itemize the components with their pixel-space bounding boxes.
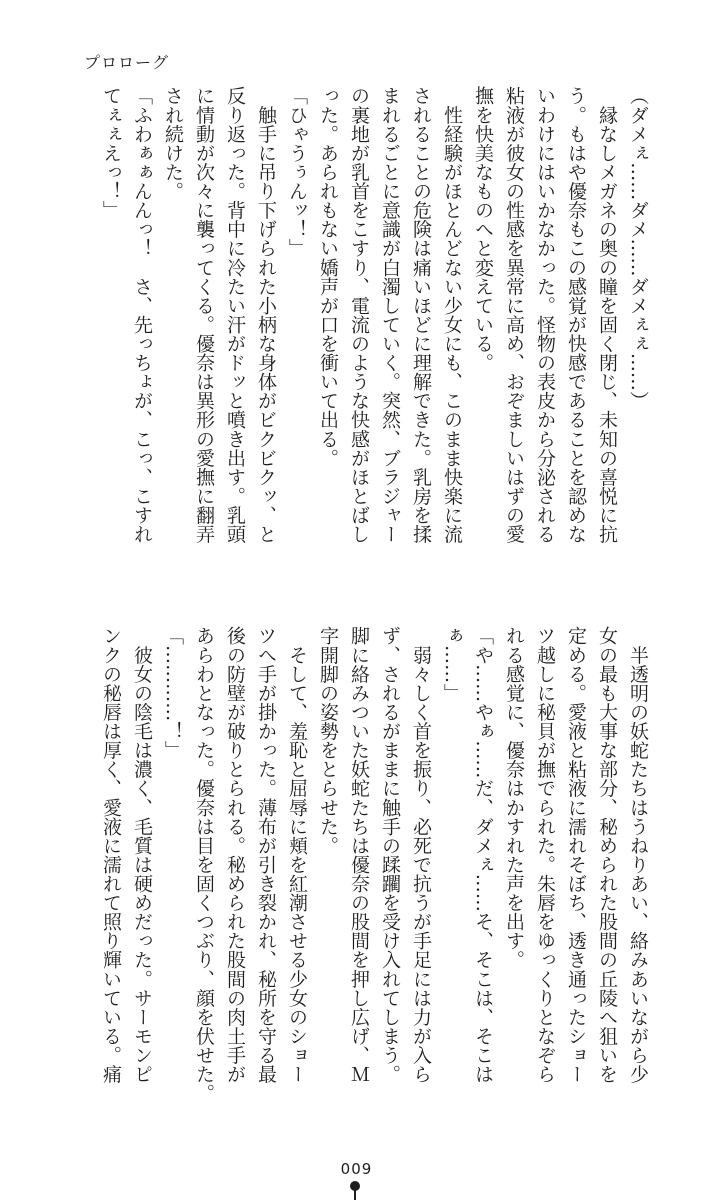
text-column: ンクの秘唇は厚く、愛液に濡れて照り輝いている。痛	[100, 626, 122, 1084]
text-column: 彼女の陰毛は濃く、毛質は硬めだった。サーモンピ	[131, 626, 153, 1084]
text-column: 弱々しく首を振り、必死で抗うが手足には力が入ら	[410, 626, 432, 1084]
text-column: 性経験がほとんどない少女にも、このまま快楽に流	[441, 86, 463, 544]
text-column: 反り返った。背中に冷たい汗がドッと噴き出す。乳頭	[224, 86, 246, 544]
text-column: 触手に吊り下げられた小柄な身体がビクビクッ、と	[255, 86, 277, 544]
text-column: 縁なしメガネの奥の瞳を固く閉じ、未知の喜悦に抗	[596, 86, 618, 544]
text-column: ぁ……」	[441, 626, 463, 703]
text-column: いわけにはいかなかった。怪物の表皮から分泌される	[534, 86, 556, 544]
text-column: の裏地が乳首をこすり、電流のような快感がほとばし	[348, 86, 370, 544]
text-column: ず、されるがままに触手の蹂躙を受け入れてしまう。	[379, 626, 401, 1084]
text-column: され続けた。	[162, 86, 184, 201]
text-column: ツ越しに秘貝が撫でられた。朱唇をゆっくりとなぞら	[534, 626, 556, 1084]
text-column: に情動が次々に襲ってくる。優奈は異形の愛撫に翻弄	[193, 86, 215, 544]
text-column: てぇぇえっ！」	[100, 86, 122, 220]
text-column: 「ふわぁぁんんっ！ さ、先っちょが、こっ、こすれ	[131, 86, 153, 544]
text-column: れる感覚に、優奈はかすれた声を出す。	[503, 626, 525, 970]
text-column: った。あられもない嬌声が口を衝いて出る。	[317, 86, 339, 468]
text-column: 撫を快美なものへと変えている。	[472, 86, 494, 372]
text-column: あらわとなった。優奈は目を固くつぶり、顔を伏せた。	[193, 626, 215, 1103]
text-column: 字開脚の姿勢をとらせた。	[317, 626, 339, 855]
text-column: 女の最も大事な部分、秘められた股間の丘陵へ狙いを	[596, 626, 618, 1084]
text-column: 「…………！」	[162, 626, 184, 760]
folio-line-ornament	[354, 1190, 356, 1200]
chapter-running-header: プロローグ	[84, 53, 170, 72]
text-column: 「や……やぁ……だ、ダメぇ……そ、そこは、そこは	[472, 626, 494, 1084]
upper-text-block	[33, 86, 653, 596]
text-column: そして、羞恥と屈辱に頬を紅潮させる少女のショー	[286, 626, 308, 1084]
lower-text-block	[33, 626, 653, 1146]
text-column: 粘液が彼女の性感を異常に高め、おぞましいはずの愛	[503, 86, 525, 544]
text-column: 定める。愛液と粘液に濡れそぼち、透き通ったショー	[565, 626, 587, 1084]
text-column: ツへ手が掛かった。薄布が引き裂かれ、秘所を守る最	[255, 626, 277, 1084]
text-column: （ダメぇ……ダメ……ダメぇぇ……）	[627, 86, 649, 411]
text-column: 「ひゃうぅんッ！」	[286, 86, 308, 258]
page-number: 009	[340, 1160, 373, 1178]
text-column: 半透明の妖蛇たちはうねりあい、絡みあいながら少	[627, 626, 649, 1084]
text-column: されることの危険は痛いほどに理解できた。乳房を揉	[410, 86, 432, 544]
text-column: まれるごとに意識が白濁していく。突然、ブラジャー	[379, 86, 401, 544]
text-column: 脚に絡みついた妖蛇たちは優奈の股間を押し広げ、Ｍ	[348, 626, 370, 1084]
text-column: う。もはや優奈もこの感覚が快感であることを認めな	[565, 86, 587, 544]
text-column: 後の防壁が破りとられる。秘められた股間の肉土手が	[224, 626, 246, 1084]
